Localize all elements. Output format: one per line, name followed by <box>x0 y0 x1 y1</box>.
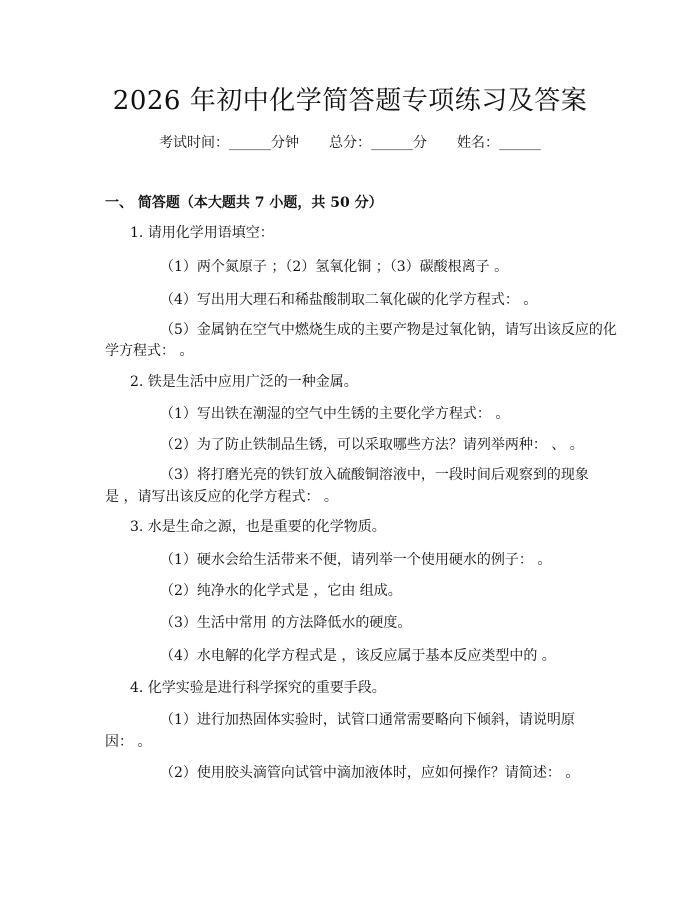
question-4-sub-1-cont: 因： 。 <box>105 734 152 750</box>
question-1: 1. 请用化学用语填空： <box>130 225 274 241</box>
question-3-sub-3: （3）生活中常用 的方法降低水的硬度。 <box>160 615 412 631</box>
question-1-sub-5-cont: 学方程式： 。 <box>105 343 194 359</box>
question-1-sub-4: （4）写出用大理石和稀盐酸制取二氧化碳的化学方程式： 。 <box>160 292 538 308</box>
question-3-sub-4: （4）水电解的化学方程式是 ，该反应属于基本反应类型中的 。 <box>160 648 556 664</box>
question-2-sub-3-cont: 是 ，请写出该反应的化学方程式： 。 <box>105 489 338 505</box>
question-4: 4. 化学实验是进行科学探究的重要手段。 <box>130 680 386 696</box>
question-1-sub-5: （5）金属钠在空气中燃烧生成的主要产物是过氧化钠，请写出该反应的化 <box>160 322 617 338</box>
student-name-field: 姓名：______ <box>457 135 541 151</box>
question-3-sub-1: （1）硬水会给生活带来不便，请列举一个使用硬水的例子： 。 <box>160 552 552 568</box>
question-4-sub-1: （1）进行加热固体实验时，试管口通常需要略向下倾斜，请说明原 <box>160 712 575 728</box>
question-4-sub-2: （2）使用胶头滴管向试管中滴加液体时，应如何操作？请简述： 。 <box>160 765 580 781</box>
question-2-sub-1: （1）写出铁在潮湿的空气中生锈的主要化学方程式： 。 <box>160 406 510 422</box>
question-3-sub-2: （2）纯净水的化学式是 ，它由 组成。 <box>160 583 402 599</box>
question-3: 3. 水是生命之源，也是重要的化学物质。 <box>130 519 386 535</box>
total-score-field: 总分：______分 <box>329 135 427 151</box>
question-2-sub-2: （2）为了防止铁制品生锈，可以采取哪些方法？请列举两种： 、 。 <box>160 437 584 453</box>
question-1-sub-1-3: （1）两个氮原子 ；（2）氢氧化铜 ；（3）碳酸根离子 。 <box>160 259 509 275</box>
question-2: 2. 铁是生活中应用广泛的一种金属。 <box>130 374 358 390</box>
question-2-sub-3: （3）将打磨光亮的铁钉放入硫酸铜溶液中，一段时间后观察到的现象 <box>160 467 589 483</box>
exam-time-field: 考试时间：______分钟 <box>159 135 299 151</box>
section-heading: 一、 简答题（本大题共 7 小题，共 50 分） <box>105 195 383 211</box>
exam-meta <box>0 132 700 152</box>
page-title: 2026 年初中化学简答题专项练习及答案 <box>112 86 588 116</box>
